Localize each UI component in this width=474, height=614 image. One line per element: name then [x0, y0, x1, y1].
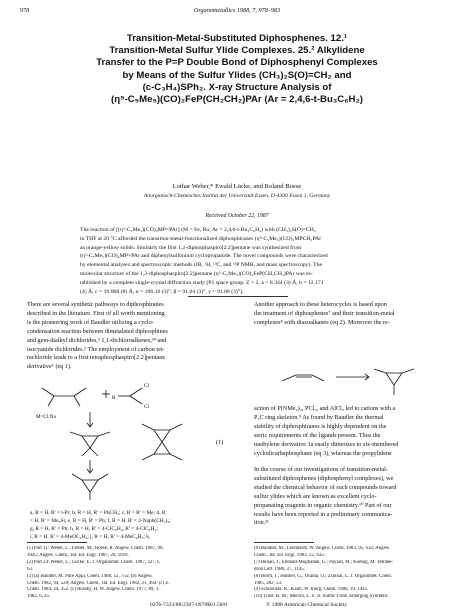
- bond-line: [130, 396, 142, 404]
- bond-line: [70, 432, 82, 436]
- legend-line: = H, R' = Me₃Si; e, R = H, R' = Ph; f, R = H, R' = 2-Naph(CH₂)₂;: [30, 518, 171, 524]
- abstract-line: by elemental analyses and spectroscopic methods (IR, ¹H, ¹³C, and ³¹P NMR, and mass spectroscopy). The: [80, 262, 322, 269]
- abstract-line: (η⁵-C₅Me₅)(CO)₂MP=PAr and diphenylsulfonium cyclopropanide. The novel compounds were characterized: [80, 253, 328, 260]
- abstract-line: tablished by a complete single-crystal diffraction study [P1 space group; Z = 2, a = 8.344 (3) Å, b = 12.171: [80, 279, 324, 286]
- footnote-line: (1) Part 11: Weber, L.; Frebel, M.; Boese, R. Angew. Chem. 1987, 99,: [27, 546, 164, 551]
- title-line: Transfer to the P=P Double Bond of Diphosphenyl Complexes: [96, 57, 378, 69]
- equation-number: (1): [216, 439, 224, 446]
- bond-line: [74, 396, 80, 406]
- bond-line: [170, 424, 182, 430]
- body-line: stability of diphosphiranes is highly dependent on the: [254, 422, 387, 430]
- body-line: sulfur ylides which are known as excellent cyclo-: [254, 492, 377, 500]
- bond-line: [82, 448, 90, 456]
- body-line: cyclodicarbaphosphane (eq 3), whereas the propylidene: [254, 449, 392, 457]
- footnote-line: Chem. 1982, 94, 520; Angew. Chem., Int. Ed. Engl. 1982, 21, 492. (c) Z.: [27, 580, 170, 586]
- left-column-intro: [27, 301, 243, 372]
- title-line: by Means of the Sulfur Ylides (CH₃)₂S(O)=CH₂ and: [122, 69, 352, 81]
- bond-line: [312, 375, 324, 381]
- body-line: There are several synthetic pathways to diphosphiranes: [27, 301, 164, 308]
- abstract: [80, 226, 444, 296]
- body-line: steric requirements of the ligands present. Thus the: [254, 431, 381, 439]
- abstract-line: The reaction of [(η⁵-C₅Me₅)(CO)₂MP=PAr] (M = Fe, Ru; Ar = 2,4,6-t-Bu₃C₆H₂) with (CH₃)₂S(O)=CH₂: [80, 227, 316, 233]
- body-line: P₃C ring skeleton.⁹ As found by Baudler the thermal: [254, 413, 384, 421]
- bond-line: [142, 454, 154, 460]
- body-line: complexes⁸ with diazoalkanes (eq 2). Moreover the re-: [254, 318, 390, 326]
- footnote-line: 63.: [27, 566, 34, 572]
- footnotes-right: [254, 546, 459, 601]
- bond-line: [402, 369, 414, 373]
- legend-line: a, R = H, R' = i-Pr; b, R = H, R' = PhCH₂; c, R = R' = Me; d, R: [30, 510, 166, 516]
- footnote-line: (6) Baudler, M.; Leonhardt, W. Angew. Chem. 1983, 95, 632; Angew.: [254, 546, 391, 551]
- scheme-label: R: [112, 395, 116, 401]
- footnote-line: (7) Bellan, J.; Etemad-Moghadan, G.; Payard, M.; Koenig, M. Tetrahe-: [254, 559, 394, 565]
- body-line: isocyanide dichlorides.⁵ The employment of carbon tet-: [27, 345, 165, 353]
- body-line: Another approach to these heterocycles is based upon: [254, 301, 387, 308]
- scheme-label: Cl: [144, 404, 149, 410]
- ring-bond: [82, 436, 98, 448]
- body-line: described in the literature. First of all worth mentioning: [27, 309, 165, 317]
- received-date: Received October 22, 1987: [205, 213, 269, 219]
- abstract-divider: [188, 296, 288, 297]
- body-line: condensation reaction between dimetalated diphosphines: [27, 327, 168, 335]
- ring-bond: [386, 373, 402, 385]
- footnote-line: Chem., Int. Ed. Engl. 1983, 22, 632.: [254, 552, 325, 558]
- footnote-divider-left: [27, 542, 87, 543]
- abstract-line: molecular structure of the 1,2-diphosphaspiro[2.2]pentane (η⁵-C₅Me₅)(CO)₂FeP(CH₂CH₂)PAr was es-: [80, 270, 313, 277]
- body-line: derivative⁶ (eq 1).: [27, 363, 72, 371]
- footnote-line: dron Lett. 1986, 27, 1145.: [254, 566, 305, 572]
- body-line: methylene derivative 1a easily dimerizes to six-membered: [254, 440, 399, 448]
- scheme-legend: [30, 509, 246, 541]
- legend-line: i, R = H, R' = 4-MeOC₆H₄; j, R = H, R' = 4-MeC₆H₄; k,: [30, 534, 151, 540]
- right-column-paragraph-1: [254, 301, 454, 328]
- title-line: Transition-Metal Sulfur Ylide Complexes. 25.² Alkylidene: [109, 45, 365, 57]
- reaction-scheme-eq1: [30, 374, 230, 504]
- footnote-line: (9) Schnöckel, R.; Kaim, W. Inorg. Chem. 1980, 19, 1445.: [254, 587, 369, 593]
- bond-line: [374, 369, 386, 373]
- title-line: Transition-Metal-Substituted Diphosphenes. 12.¹: [126, 33, 348, 44]
- body-line: In the course of our investigations of transition-metal-: [254, 466, 388, 473]
- footnote-divider-right: [254, 542, 314, 543]
- footnote-line: 1985, 282, 53.: [254, 580, 283, 586]
- body-line: tion.¹¹: [254, 519, 269, 527]
- copyright: © 1988 American Chemical Society: [266, 602, 347, 608]
- bond-line: [98, 432, 110, 436]
- title-line: (c-C₃H₄)SPh₂. X-ray Structure Analysis of: [142, 81, 332, 93]
- affiliation: Anorganisch-Chemisches Institut der Universität Essen, D-4300 Essen 1, Germany: [143, 193, 331, 199]
- body-line: the treatment of diphosphenes⁷ and their transition-metal: [254, 309, 395, 317]
- bond-line: [170, 454, 182, 460]
- footnote-line: (10) Trost, B. M.; Melvin, L. S. Jr. Sulfur Ylide, Emerging Synthetic: [254, 594, 389, 600]
- footnote-line: 1045; Angew. Chem., Int. Ed. Engl. 1987, 26, 1010.: [27, 552, 129, 558]
- bond-line: [48, 396, 54, 406]
- bond-line: [142, 424, 154, 430]
- body-line: substituted diphosphenes (diphosphenyl complexes), we: [254, 474, 394, 482]
- bond-line: [90, 448, 98, 456]
- ring-bond: [82, 480, 98, 492]
- footnote-line: 1982, 6, 45.: [27, 594, 51, 600]
- title-line: (η⁵-C₅Me₅)(CO)₂FeP(CH₂CH₂)PAr (Ar = 2,4,6-t-Bu₃C₆H₂): [111, 94, 363, 106]
- footnote-line: (2) Part 24: Weber, L.; Lücke, E. J. Organomet. Chem. 1987, 327, C: [27, 559, 161, 565]
- bond-line: [72, 474, 82, 480]
- body-line: and gem-dialkyl dichlorides,³ 1,1-dichloroalkenes,³⁴ and: [27, 336, 167, 344]
- article-code: 0276-7333/88/2307-0978$01.50/0: [150, 602, 227, 608]
- abstract-line: as orange-yellow solids. Similarly the first 1,2-diphosphaspiro[2.2]pentane was synthesized from: [80, 244, 302, 251]
- legend-line: g, R = H, R' = Ph; h, R = H, R' = 4-ClC₆H₄, R' = 4-ClC₆H₄;: [30, 526, 158, 532]
- bond-line: [98, 474, 108, 480]
- ring-bond: [154, 430, 170, 442]
- article-title: [40, 33, 434, 106]
- abstract-line: in THF at 20 °C afforded the transition-metal-functionalized diphosphiranes (η⁵-C₅Me₅)(CO)₂MPCH₂PAr: [80, 235, 322, 242]
- footnotes-left: [27, 546, 243, 601]
- bond-line: [282, 375, 296, 381]
- body-line: propanating reagents in organic chemistry.¹⁰ Part of our: [254, 501, 392, 509]
- footnote-line: (8) Borm, J.; Huttner, G.; Orama, O.; Zsolnai, L. J. Organomet. Chem.: [254, 573, 392, 579]
- right-column-paragraph-2: [254, 405, 454, 458]
- body-line: studied the chemical behavior of such compounds toward: [254, 483, 397, 491]
- footnote-line: Chem. 1984, 24, 352. (c) Rossky, H. W. Angew. Chem. 1977, 89, 1.: [27, 587, 160, 593]
- journal-citation: Organometallics 1988, 7, 978–983: [193, 7, 281, 14]
- body-line: rachloride leads to a first tetraphosphaspiro[2.2]pentane: [27, 354, 166, 362]
- bond-line: [42, 388, 54, 396]
- body-line: is the pioneering work of Baudler utilizing a cyclo-: [27, 318, 154, 326]
- abstract-line: (4) Å, c = 19.008 (8) Å, α = 106.16 (3)°, β = 91.04 (3)°, γ = 91.88 (3)°].: [80, 288, 244, 295]
- right-column-paragraph-3: [254, 466, 454, 528]
- ring-bond: [154, 442, 170, 454]
- footnote-line: (3) (a) Baudler, M. Pure Appl. Chem. 1980, 52, 755; (b) Angew.: [27, 573, 153, 579]
- scheme-label: Cl: [144, 383, 149, 389]
- body-line: results have been reported in a preliminary communica-: [254, 510, 393, 518]
- bond-line: [74, 388, 86, 396]
- authors: Lothar Weber,* Ewald Lücke, and Roland Boese: [172, 183, 302, 190]
- scheme-label: M=Cl,Na: [36, 414, 56, 420]
- reaction-scheme-eq2: [276, 361, 446, 401]
- page-number: 978: [20, 7, 30, 14]
- body-line: action of P(NMe₂)₃, PCl₃, and AlCl₃ led to cations with a: [254, 405, 396, 412]
- bond-line: [130, 388, 142, 396]
